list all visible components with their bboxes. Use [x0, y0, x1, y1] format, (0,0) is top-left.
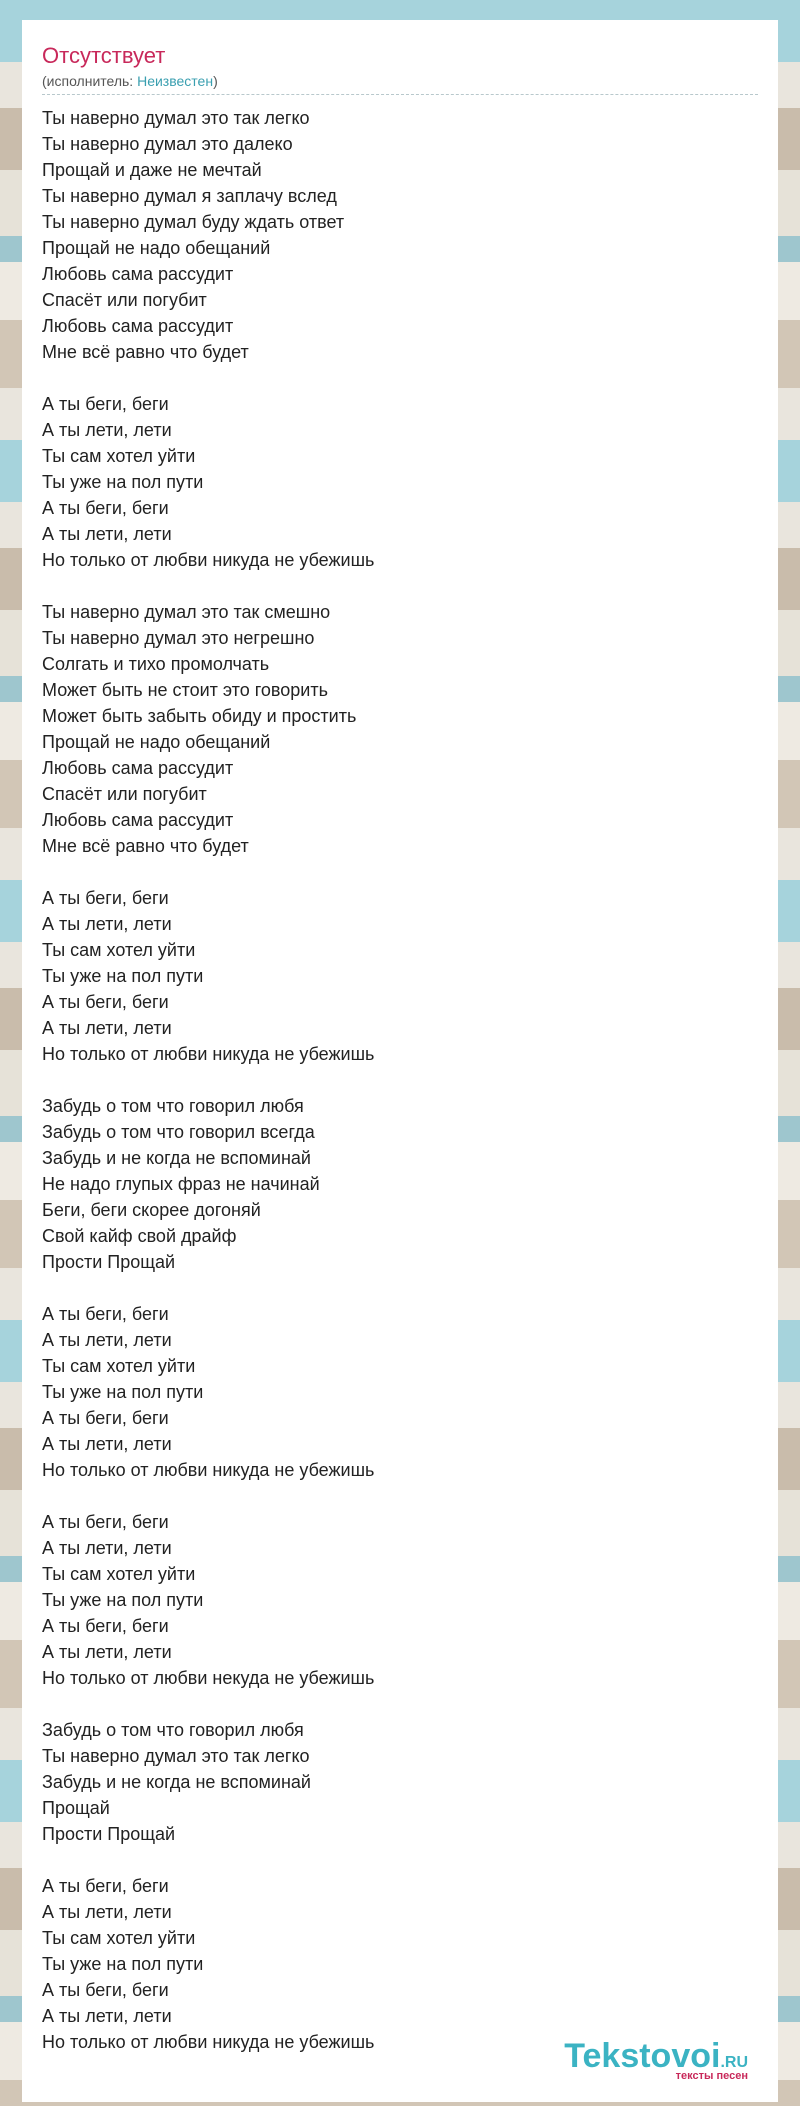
- stanza-gap: [42, 1067, 758, 1093]
- lyric-line: Любовь сама рассудит: [42, 758, 234, 778]
- lyric-line: А ты лети, лети: [42, 1330, 172, 1350]
- stanza-gap: [42, 859, 758, 885]
- lyric-line: Ты наверно думал это далеко: [42, 134, 293, 154]
- lyric-line: А ты беги, беги: [42, 394, 169, 414]
- lyric-line: А ты беги, беги: [42, 992, 169, 1012]
- lyric-line: Прости Прощай: [42, 1252, 176, 1272]
- lyric-line: Ты наверно думал это так легко: [42, 1746, 310, 1766]
- lyric-line: Ты наверно думал я заплачу вслед: [42, 186, 337, 206]
- song-title: Отсутствует: [42, 43, 166, 68]
- lyric-line: Спасёт или погубит: [42, 784, 207, 804]
- lyric-line: Ты уже на пол пути: [42, 966, 204, 986]
- lyric-line: Забудь о том что говорил любя: [42, 1096, 304, 1116]
- lyric-line: Прощай и даже не мечтай: [42, 160, 262, 180]
- lyric-line: Ты уже на пол пути: [42, 472, 204, 492]
- lyric-line: Ты уже на пол пути: [42, 1954, 204, 1974]
- lyric-line: Спасёт или погубит: [42, 290, 207, 310]
- lyric-line: Ты сам хотел уйти: [42, 1564, 196, 1584]
- lyric-line: Свой кайф свой драйф: [42, 1226, 237, 1246]
- lyric-line: Забудь и не когда не вспоминай: [42, 1148, 311, 1168]
- lyric-line: Но только от любви никуда не убежишь: [42, 2032, 375, 2052]
- lyric-line: А ты лети, лети: [42, 524, 172, 544]
- artist-prefix: (исполнитель:: [42, 73, 138, 89]
- lyric-line: Но только от любви никуда не убежишь: [42, 550, 375, 570]
- stanza-gap: [42, 1275, 758, 1301]
- logo-tld: .RU: [720, 2054, 748, 2071]
- lyric-line: А ты лети, лети: [42, 1018, 172, 1038]
- lyric-line: Мне всё равно что будет: [42, 836, 249, 856]
- lyric-line: Ты уже на пол пути: [42, 1590, 204, 1610]
- lyric-line: А ты беги, беги: [42, 1408, 169, 1428]
- lyric-line: А ты беги, беги: [42, 1616, 169, 1636]
- lyric-line: Любовь сама рассудит: [42, 810, 234, 830]
- lyric-line: Ты уже на пол пути: [42, 1382, 204, 1402]
- lyric-line: Может быть не стоит это говорить: [42, 680, 328, 700]
- stanza-gap: [42, 1691, 758, 1717]
- lyric-line: А ты беги, беги: [42, 1512, 169, 1532]
- lyric-line: Но только от любви никуда не убежишь: [42, 1044, 375, 1064]
- lyric-line: А ты лети, лети: [42, 914, 172, 934]
- lyric-line: А ты лети, лети: [42, 1642, 172, 1662]
- lyric-line: Любовь сама рассудит: [42, 316, 234, 336]
- lyric-line: А ты беги, беги: [42, 1304, 169, 1324]
- logo-tagline: тексты песен: [675, 2070, 748, 2082]
- stanza-gap: [42, 365, 758, 391]
- lyric-line: Прощай не надо обещаний: [42, 732, 271, 752]
- lyric-line: Забудь о том что говорил всегда: [42, 1122, 315, 1142]
- lyric-line: А ты лети, лети: [42, 1538, 172, 1558]
- lyric-line: Но только от любви никуда не убежишь: [42, 1460, 375, 1480]
- logo-brand: Tekstovoi: [564, 2037, 721, 2075]
- lyric-line: Ты наверно думал это так легко: [42, 108, 310, 128]
- lyric-line: Беги, беги скорее догоняй: [42, 1200, 261, 1220]
- lyric-line: Прости Прощай: [42, 1824, 176, 1844]
- lyric-line: Любовь сама рассудит: [42, 264, 234, 284]
- lyric-line: А ты лети, лети: [42, 1902, 172, 1922]
- artist-suffix: ): [213, 73, 218, 89]
- lyric-line: Ты наверно думал буду ждать ответ: [42, 212, 345, 232]
- stanza-gap: [42, 1847, 758, 1873]
- lyric-line: А ты беги, беги: [42, 888, 169, 908]
- lyric-line: А ты беги, беги: [42, 498, 169, 518]
- lyric-line: Ты сам хотел уйти: [42, 940, 196, 960]
- stanza-gap: [42, 1483, 758, 1509]
- lyrics-card: [22, 20, 778, 2102]
- stanza-gap: [42, 573, 758, 599]
- lyric-line: Забудь о том что говорил любя: [42, 1720, 304, 1740]
- lyric-line: А ты лети, лети: [42, 2006, 172, 2026]
- lyric-line: Ты сам хотел уйти: [42, 1928, 196, 1948]
- lyric-line: Ты сам хотел уйти: [42, 1356, 196, 1376]
- lyric-line: Ты наверно думал это так смешно: [42, 602, 331, 622]
- lyric-line: А ты лети, лети: [42, 1434, 172, 1454]
- artist-line: [42, 72, 758, 95]
- lyric-line: Не надо глупых фраз не начинай: [42, 1174, 320, 1194]
- site-logo[interactable]: [564, 2039, 748, 2082]
- lyric-line: Но только от любви некуда не убежишь: [42, 1668, 375, 1688]
- lyric-line: Ты сам хотел уйти: [42, 446, 196, 466]
- lyric-line: Забудь и не когда не вспоминай: [42, 1772, 311, 1792]
- artist-link[interactable]: Неизвестен: [137, 73, 214, 89]
- lyrics-text: [42, 105, 758, 2055]
- lyric-line: Ты наверно думал это негрешно: [42, 628, 315, 648]
- lyric-line: Солгать и тихо промолчать: [42, 654, 270, 674]
- lyric-line: А ты лети, лети: [42, 420, 172, 440]
- lyric-line: Может быть забыть обиду и простить: [42, 706, 357, 726]
- lyric-line: Прощай не надо обещаний: [42, 238, 271, 258]
- lyric-line: Прощай: [42, 1798, 110, 1818]
- lyric-line: А ты беги, беги: [42, 1876, 169, 1896]
- lyric-line: Мне всё равно что будет: [42, 342, 249, 362]
- lyric-line: А ты беги, беги: [42, 1980, 169, 2000]
